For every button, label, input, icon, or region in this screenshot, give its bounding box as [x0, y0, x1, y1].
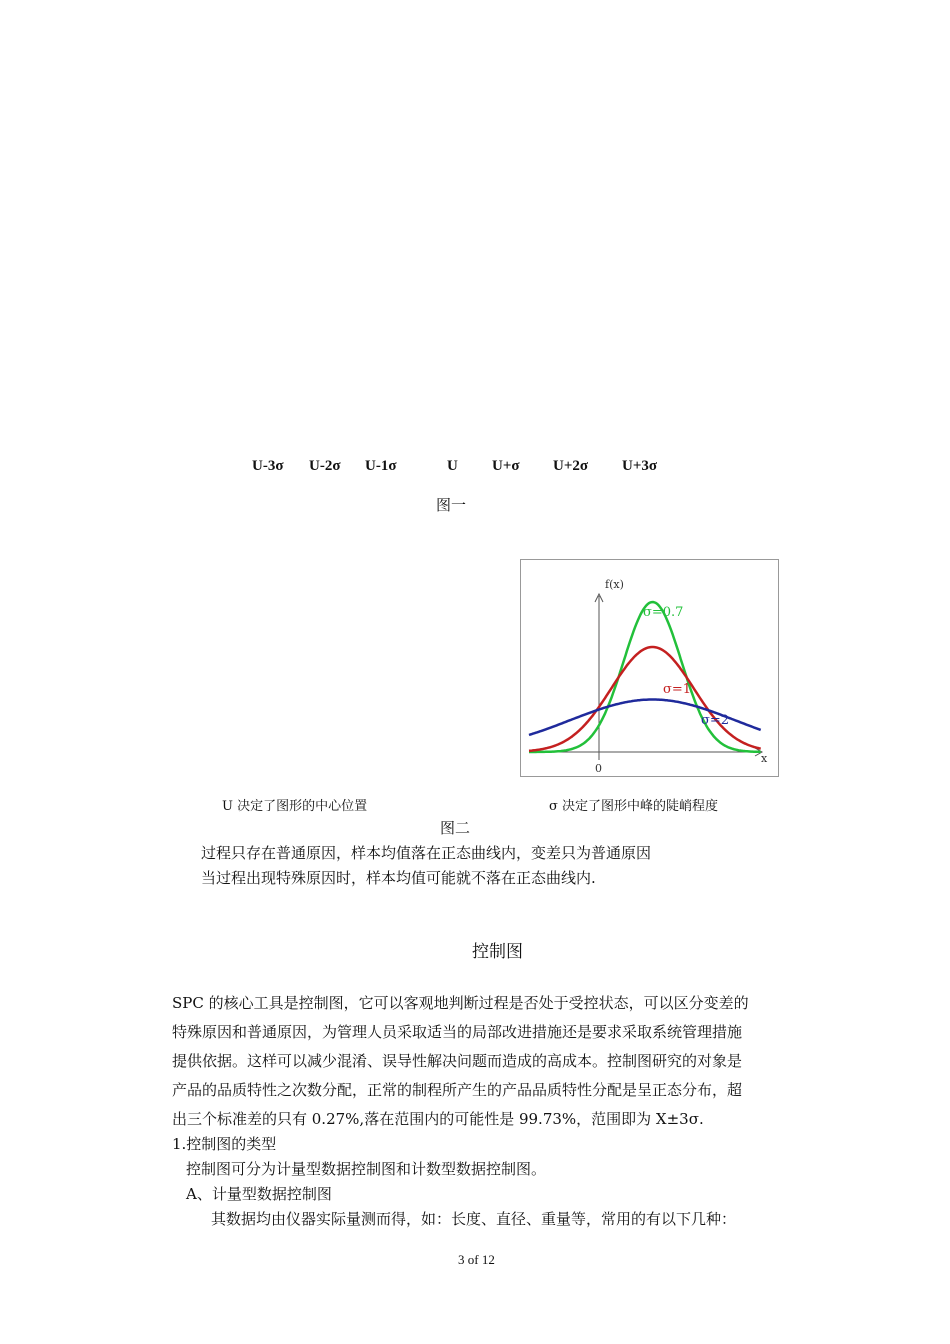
x-axis-label: x — [761, 752, 768, 765]
paragraph — [172, 989, 749, 1134]
paragraph-line: 提供依据。这样可以减少混淆、误导性解决问题而造成的高成本。控制图研究的对象是 — [172, 1052, 743, 1070]
section-title: 控制图 — [472, 942, 523, 962]
sigma-label-plus3: U+3σ — [622, 458, 658, 474]
series-label-sigma-1: σ=1 — [663, 682, 692, 697]
figure2-caption: 图二 — [440, 819, 471, 837]
process-line-2: 当过程出现特殊原因时，样本均值可能就不落在正态曲线内. — [201, 869, 596, 887]
detail-line: 其数据均由仪器实际量测而得，如：长度、直径、重量等，常用的有以下几种： — [211, 1210, 737, 1228]
sigma-label-minus2: U-2σ — [309, 458, 341, 474]
sigma-label-minus1: U-1σ — [365, 458, 397, 474]
chart-svg — [521, 560, 778, 776]
figure1-caption: 图一 — [436, 496, 467, 514]
paragraph-line: 出三个标准差的只有 0.27%,落在范围内的可能性是 99.73%，范围即为 X±3σ. — [172, 1110, 704, 1128]
sigma-label-plus2: U+2σ — [553, 458, 589, 474]
sigma-label-minus3: U-3σ — [252, 458, 284, 474]
series-label-sigma-2: σ=2 — [701, 713, 730, 728]
normal-distribution-chart — [520, 559, 779, 777]
process-line-1: 过程只存在普通原因，样本均值落在正态曲线内，变差只为普通原因 — [201, 844, 652, 862]
paragraph-line: 产品的品质特性之次数分配，正常的制程所产生的产品品质特性分配是呈正态分布，超 — [172, 1081, 743, 1099]
sigma-label-mean: U — [447, 458, 458, 474]
figure2-left-note: U 决定了图形的中心位置 — [222, 799, 368, 814]
subheading-variable-data: A、计量型数据控制图 — [186, 1185, 332, 1203]
curves-group — [529, 602, 761, 752]
heading-control-chart-types: 1.控制图的类型 — [172, 1135, 277, 1153]
paragraph-line: SPC 的核心工具是控制图，它可以客观地判断过程是否处于受控状态，可以区分变差的 — [172, 994, 749, 1012]
figure2-right-note: σ 决定了图形中峰的陡峭程度 — [549, 799, 719, 814]
paragraph-line: 特殊原因和普通原因，为管理人员采取适当的局部改进措施还是要求采取系统管理措施 — [172, 1023, 743, 1041]
page-footer: 3 of 12 — [458, 1252, 495, 1267]
origin-label: 0 — [595, 762, 602, 775]
series-label-sigma-07: σ=0.7 — [643, 605, 684, 620]
sigma-label-plus1: U+σ — [492, 458, 520, 474]
intro-line: 控制图可分为计量型数据控制图和计数型数据控制图。 — [186, 1160, 547, 1178]
y-axis-label: f(x) — [605, 578, 624, 591]
